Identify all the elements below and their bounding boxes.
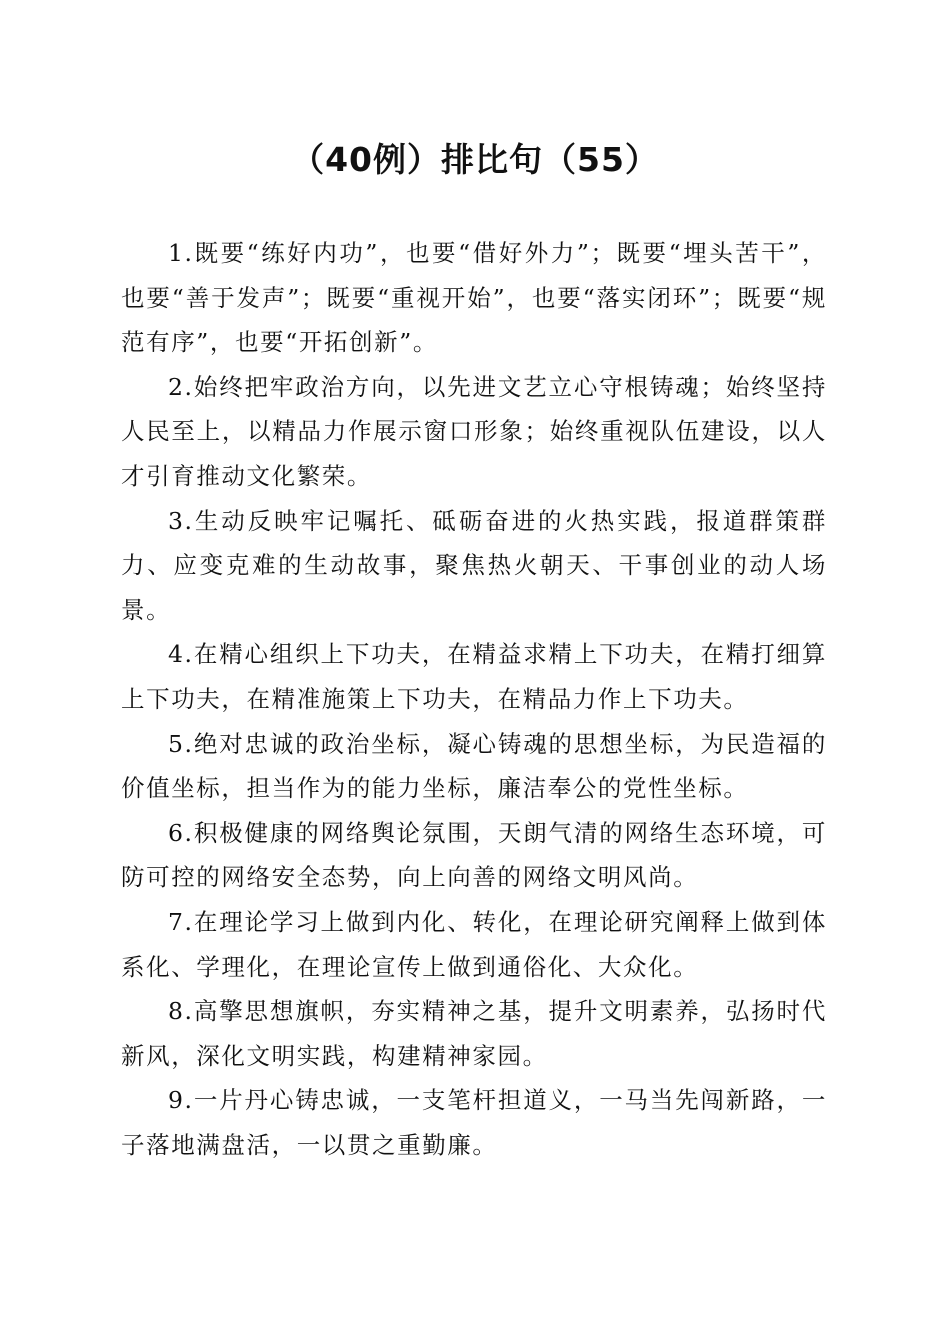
paragraph-5: 5.绝对忠诚的政治坐标，凝心铸魂的思想坐标，为民造福的价值坐标，担当作为的能力坐标，廉洁奉公的党性坐标。 <box>121 729 827 803</box>
paragraph-9: 9.一片丹心铸忠诚，一支笔杆担道义，一马当先闯新路，一子落地满盘活，一以贯之重勤廉。 <box>121 1086 827 1159</box>
paragraph-3: 3.生动反映牢记嘱托、砥砺奋进的火热实践，报道群策群力、应变克难的生动故事，聚焦热火朝天、干事创业的动人场景。 <box>121 506 827 624</box>
paragraph-1: 1.既要“练好内功”，也要“借好外力”；既要“埋头苦干”，也要“善于发声”；既要“重视开始”，也要“落实闭环”；既要“规范有序”，也要“开拓创新”。 <box>121 239 827 357</box>
document-body <box>121 231 827 1167</box>
paragraph-8: 8.高擎思想旗帜，夯实精神之基，提升文明素养，弘扬时代新风，深化文明实践，构建精神家园。 <box>121 997 827 1070</box>
paragraph-4: 4.在精心组织上下功夫，在精益求精上下功夫，在精打细算上下功夫，在精准施策上下功夫，在精品力作上下功夫。 <box>121 640 827 713</box>
paragraph-7: 7.在理论学习上做到内化、转化，在理论研究阐释上做到体系化、学理化，在理论宣传上做到通俗化、大众化。 <box>121 907 827 981</box>
document-title: （40例）排比句（55） <box>291 140 659 179</box>
paragraph-2: 2.始终把牢政治方向，以先进文艺立心守根铸魂；始终坚持人民至上，以精品力作展示窗口形象；始终重视队伍建设，以人才引育推动文化繁荣。 <box>121 372 827 490</box>
paragraph-6: 6.积极健康的网络舆论氛围，天朗气清的网络生态环境，可防可控的网络安全态势，向上向善的网络文明风尚。 <box>121 818 827 892</box>
